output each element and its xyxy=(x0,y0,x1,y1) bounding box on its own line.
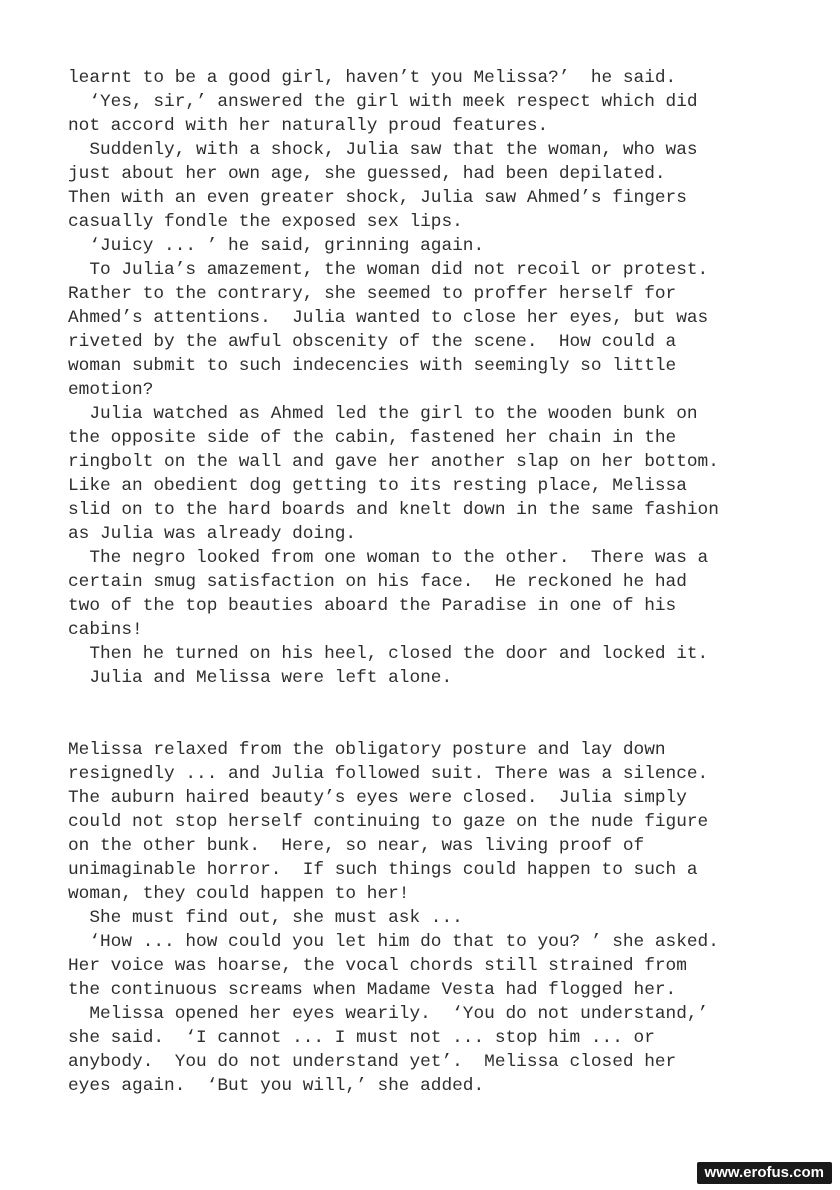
text-line: she said. ‘I cannot ... I must not ... stop him ... or xyxy=(68,1028,655,1048)
text-line: resignedly ... and Julia followed suit. There was a silence. xyxy=(68,764,709,784)
text-line: The negro looked from one woman to the other. There was a xyxy=(68,548,709,568)
text-line: ‘How ... how could you let him do that to you? ’ she asked. xyxy=(68,932,719,952)
text-line: not accord with her naturally proud features. xyxy=(68,116,549,136)
text-line: cabins! xyxy=(68,620,143,640)
text-line: Julia watched as Ahmed led the girl to the wooden bunk on xyxy=(68,404,698,424)
text-line: unimaginable horror. If such things could happen to such a xyxy=(68,860,698,880)
text-line: Then he turned on his heel, closed the door and locked it. xyxy=(68,644,709,664)
text-line: She must find out, she must ask ... xyxy=(68,908,463,928)
text-line: ‘Juicy ... ’ he said, grinning again. xyxy=(68,236,485,256)
text-line: could not stop herself continuing to gaze on the nude figure xyxy=(68,812,709,832)
text-line: Then with an even greater shock, Julia saw Ahmed’s fingers xyxy=(68,188,687,208)
text-line: Melissa opened her eyes wearily. ‘You do not understand,’ xyxy=(68,1004,709,1024)
text-line: riveted by the awful obscenity of the scene. How could a xyxy=(68,332,677,352)
watermark-badge: www.erofus.com xyxy=(697,1162,832,1184)
text-line: just about her own age, she guessed, had been depilated. xyxy=(68,164,666,184)
text-line: as Julia was already doing. xyxy=(68,524,357,544)
text-line: eyes again. ‘But you will,’ she added. xyxy=(68,1076,485,1096)
text-line: the continuous screams when Madame Vesta had flogged her. xyxy=(68,980,677,1000)
text-line: Ahmed’s attentions. Julia wanted to close her eyes, but was xyxy=(68,308,709,328)
text-section-1 xyxy=(68,66,776,690)
text-line: casually fondle the exposed sex lips. xyxy=(68,212,463,232)
text-line: Her voice was hoarse, the vocal chords still strained from xyxy=(68,956,687,976)
text-line: anybody. You do not understand yet’. Melissa closed her xyxy=(68,1052,677,1072)
text-line: on the other bunk. Here, so near, was living proof of xyxy=(68,836,645,856)
text-line: Like an obedient dog getting to its resting place, Melissa xyxy=(68,476,687,496)
text-line: two of the top beauties aboard the Paradise in one of his xyxy=(68,596,677,616)
text-line: the opposite side of the cabin, fastened her chain in the xyxy=(68,428,677,448)
text-line: slid on to the hard boards and knelt down in the same fashion xyxy=(68,500,719,520)
text-line: Rather to the contrary, she seemed to proffer herself for xyxy=(68,284,677,304)
text-line: woman, they could happen to her! xyxy=(68,884,410,904)
text-line: To Julia’s amazement, the woman did not recoil or protest. xyxy=(68,260,709,280)
text-line: Julia and Melissa were left alone. xyxy=(68,668,453,688)
text-line: ‘Yes, sir,’ answered the girl with meek respect which did xyxy=(68,92,698,112)
text-line: certain smug satisfaction on his face. He reckoned he had xyxy=(68,572,687,592)
text-line: Melissa relaxed from the obligatory posture and lay down xyxy=(68,740,666,760)
text-line: emotion? xyxy=(68,380,154,400)
text-line: learnt to be a good girl, haven’t you Melissa?’ he said. xyxy=(68,68,677,88)
text-line: woman submit to such indecencies with seemingly so little xyxy=(68,356,677,376)
text-line: The auburn haired beauty’s eyes were closed. Julia simply xyxy=(68,788,687,808)
text-line: Suddenly, with a shock, Julia saw that the woman, who was xyxy=(68,140,698,160)
text-line: ringbolt on the wall and gave her another slap on her bottom. xyxy=(68,452,719,472)
text-section-2 xyxy=(68,738,776,1098)
